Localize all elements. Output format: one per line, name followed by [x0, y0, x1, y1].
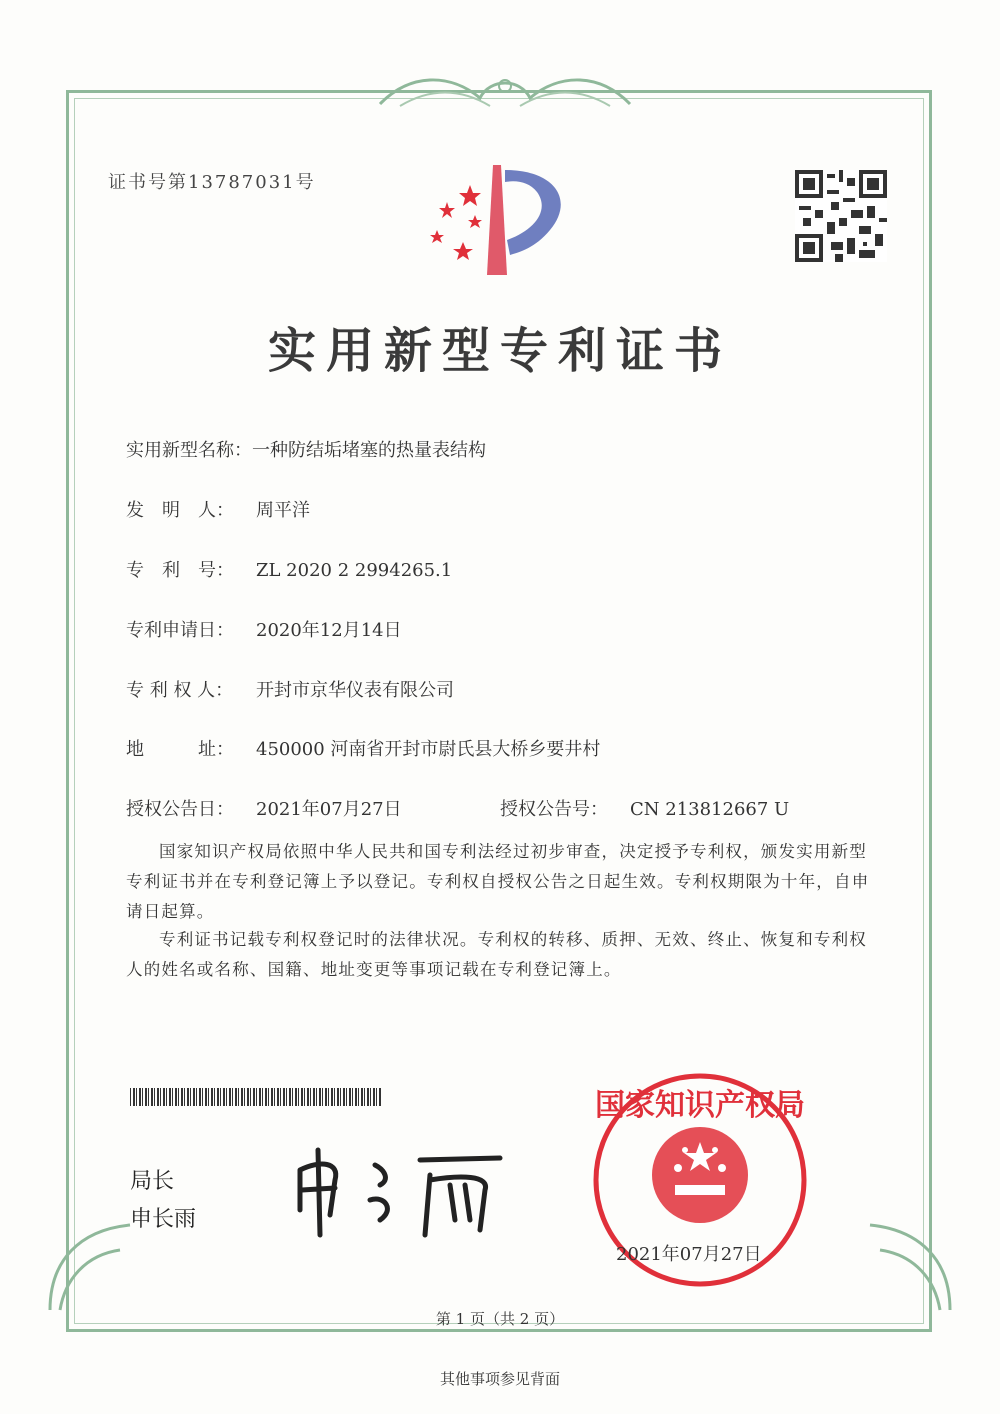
field-value: 2020年12月14日: [256, 620, 402, 641]
field-label: 专利申请日：: [126, 620, 234, 641]
certificate-number: 证书号第13787031号: [108, 172, 316, 193]
field-label: 发 明 人：: [126, 500, 234, 521]
field-patent-number: [126, 556, 452, 582]
field-inventor: [126, 496, 310, 522]
field-value: 2021年07月27日: [256, 799, 402, 820]
barcode: [130, 1088, 382, 1106]
page-indicator: 第 1 页（共 2 页）: [435, 1310, 565, 1328]
field-label: 授权公告日：: [126, 799, 234, 820]
field-label: 地 址：: [126, 739, 234, 760]
director-title: 局长: [130, 1169, 175, 1194]
certificate-title: 实用新型专利证书: [267, 323, 732, 379]
field-patentee: [126, 676, 454, 702]
field-value: CN 213812667 U: [630, 799, 790, 820]
field-utility-model-name: [126, 436, 486, 462]
top-ornament: [370, 68, 640, 112]
back-note: 其他事项参见背面: [439, 1370, 560, 1388]
field-value: 开封市京华仪表有限公司: [256, 680, 454, 701]
field-value: 一种防结垢堵塞的热量表结构: [252, 440, 486, 461]
field-label: 专 利 权 人：: [126, 680, 234, 701]
director-signature: [290, 1140, 510, 1240]
field-grant-date: [126, 795, 402, 821]
field-grant-number: [500, 795, 789, 821]
patent-office-logo: [425, 160, 575, 280]
field-label: 授权公告号：: [500, 799, 608, 820]
field-value: ZL 2020 2 2994265.1: [256, 560, 453, 581]
field-label: 专 利 号：: [126, 560, 234, 581]
field-label: 实用新型名称：: [126, 440, 252, 461]
qr-code: [795, 170, 887, 262]
field-value: 450000 河南省开封市尉氏县大桥乡要井村: [256, 739, 601, 760]
field-application-date: [126, 616, 402, 642]
statement-paragraph-1: 国家知识产权局依照中华人民共和国专利法经过初步审查，决定授予专利权，颁发实用新型专利证书并在专利登记簿上予以登记。专利权自授权公告之日起生效。专利权期限为十年，自申请日起算。: [126, 842, 870, 921]
seal-text: 国家知识产权局: [595, 1088, 805, 1123]
field-address: [126, 735, 600, 761]
director-name: 申长雨: [130, 1207, 197, 1232]
seal-date: 2021年07月27日: [616, 1244, 762, 1265]
statement-paragraph-2: 专利证书记载专利权登记时的法律状况。专利权的转移、质押、无效、终止、恢复和专利权人的姓名或名称、国籍、地址变更等事项记载在专利登记簿上。: [126, 930, 867, 979]
corner-ornament-right: [850, 1210, 960, 1320]
field-value: 周平洋: [256, 500, 310, 521]
